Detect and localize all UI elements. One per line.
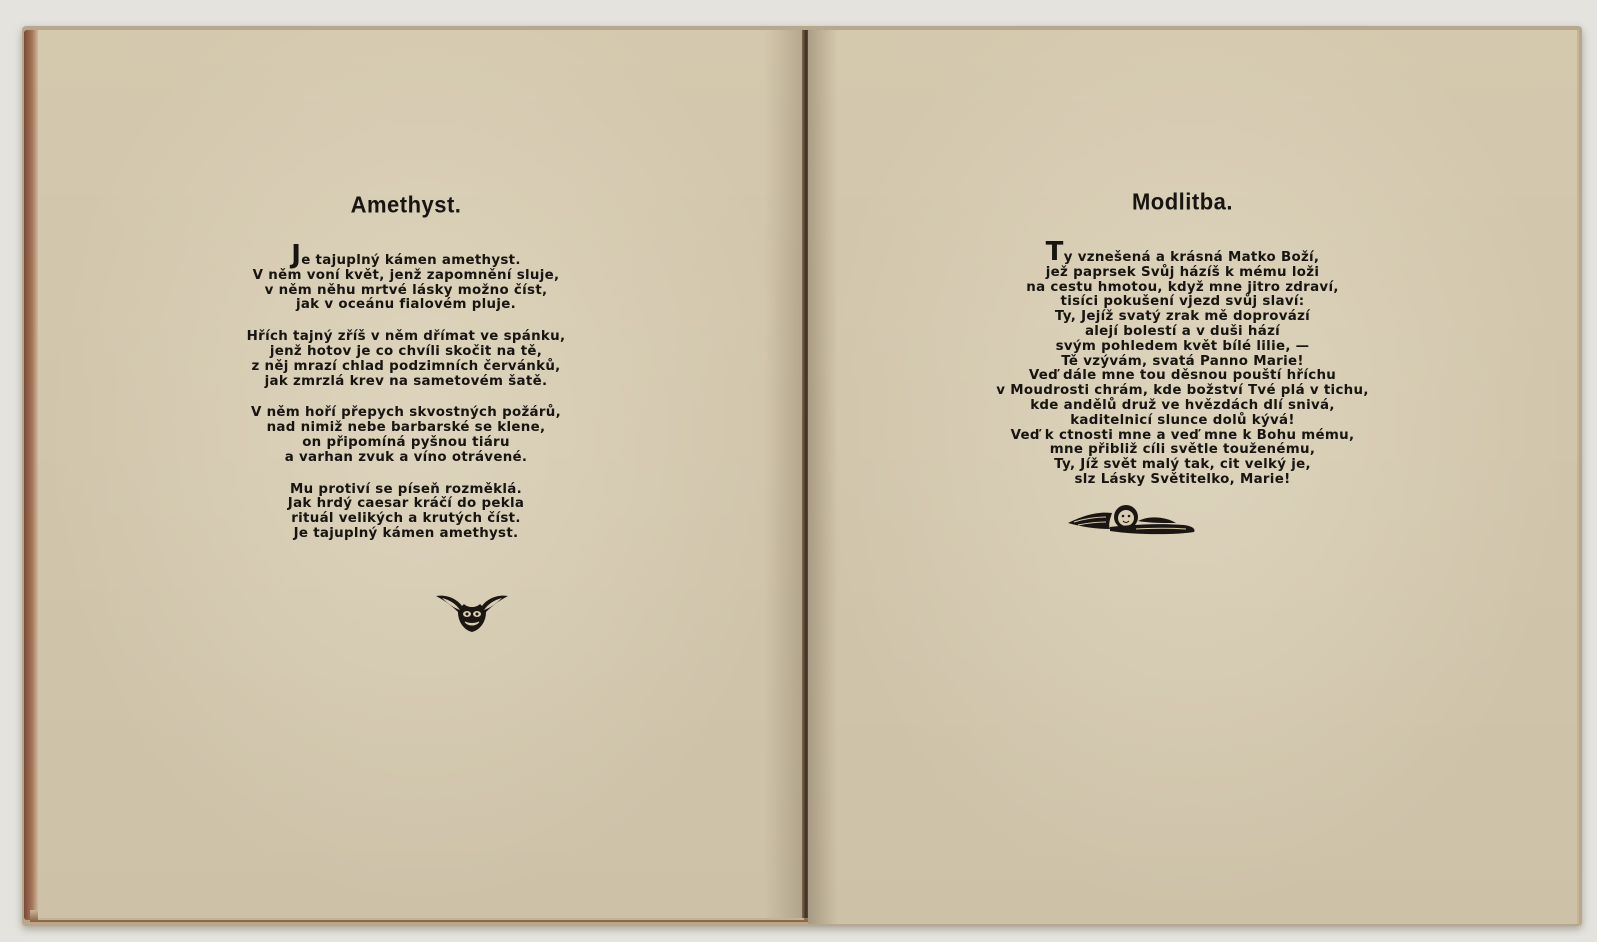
poem-line: Ty, Jejíž svatý zrak mě doprovází xyxy=(1054,309,1311,325)
stanza xyxy=(38,330,804,389)
poem-line: jak v oceánu fialovém pluje. xyxy=(295,297,517,313)
poem-title: Amethyst. xyxy=(350,191,462,218)
first-line-text: y vznešená a krásná Matko Boží, xyxy=(1063,250,1320,265)
left-page xyxy=(38,30,804,920)
stanza xyxy=(38,483,804,542)
first-line xyxy=(38,240,804,270)
poem-line: kde andělů druž ve hvězdách dlí snivá, xyxy=(1030,397,1335,413)
poem-line: Tě vzývám, svatá Panno Marie! xyxy=(1061,353,1304,369)
poem-line: v něm něhu mrtvé lásky možno číst, xyxy=(264,282,548,298)
poem-title: Modlitba. xyxy=(1131,188,1234,215)
devil-head-icon xyxy=(434,590,510,634)
poem-line: kaditelnicí slunce dolů kývá! xyxy=(1070,412,1295,428)
poem-line: svým pohledem květ bílé lilie, — xyxy=(1055,338,1310,354)
poem-line: V něm voní květ, jenž zapomnění sluje, xyxy=(252,267,560,283)
poem-line: Ty, Jíž svět malý tak, cit velký je, xyxy=(1054,457,1311,473)
dropcap: T xyxy=(1045,237,1064,267)
right-page xyxy=(808,30,1579,924)
poem-line: nad nimiž nebe barbarské se klene, xyxy=(266,420,546,436)
poem-line: tisíci pokušení vjezd svůj slaví: xyxy=(1060,294,1305,310)
poem-line: rituál velikých a krutých číst. xyxy=(291,511,521,527)
poem-line: na cestu hmotou, když mne jitro zdraví, xyxy=(1026,279,1339,295)
poem-modlitba xyxy=(808,189,1577,505)
poem-line: Veď dále mne tou děsnou pouští hříchu xyxy=(1028,368,1337,384)
poem-line: Jak hrdý caesar kráčí do pekla xyxy=(287,496,525,512)
poem-line: on připomíná pyšnou tiáru xyxy=(302,434,510,450)
winged-cherub-icon xyxy=(1066,501,1198,539)
poem-line: v Moudrosti chrám, kde božství Tvé plá v tichu, xyxy=(996,383,1369,399)
poem-line: Je tajuplný kámen amethyst. xyxy=(293,525,519,541)
poem-line: z něj mrazí chlad podzimních červánků, xyxy=(251,358,561,374)
poem-line: a varhan zvuk a víno otrávené. xyxy=(284,449,528,465)
poem-line: mne přibliž cíli světle touženému, xyxy=(1049,442,1316,458)
poem-line: jež paprsek Svůj házíš k mému loži xyxy=(1045,264,1320,280)
poem-line: V něm hoří přepych skvostných požárů, xyxy=(250,405,562,421)
poem-line: alejí bolestí a v duši hází xyxy=(1084,323,1281,339)
poem-line: Mu protiví se píseň rozměklá. xyxy=(290,481,522,497)
poem-line: Hřích tajný zříš v něm dřímat ve spánku, xyxy=(246,329,566,345)
book-cover-edge xyxy=(24,30,38,920)
first-line xyxy=(808,237,1577,267)
poem-line: jenž hotov je co chvíli skočit na tě, xyxy=(269,343,543,359)
poem-line: Veď k ctnosti mne a veď mne k Bohu mému, xyxy=(1010,427,1355,443)
poem-line: slz Lásky Světitelko, Marie! xyxy=(1074,471,1291,487)
stanza xyxy=(38,240,804,313)
first-line-text: e tajuplný kámen amethyst. xyxy=(301,253,521,268)
stanza xyxy=(808,237,1577,488)
dropcap: J xyxy=(291,240,302,270)
poem-amethyst xyxy=(38,192,804,559)
stanza xyxy=(38,406,804,465)
poem-line: jak zmrzlá krev na sametovém šatě. xyxy=(264,373,548,389)
